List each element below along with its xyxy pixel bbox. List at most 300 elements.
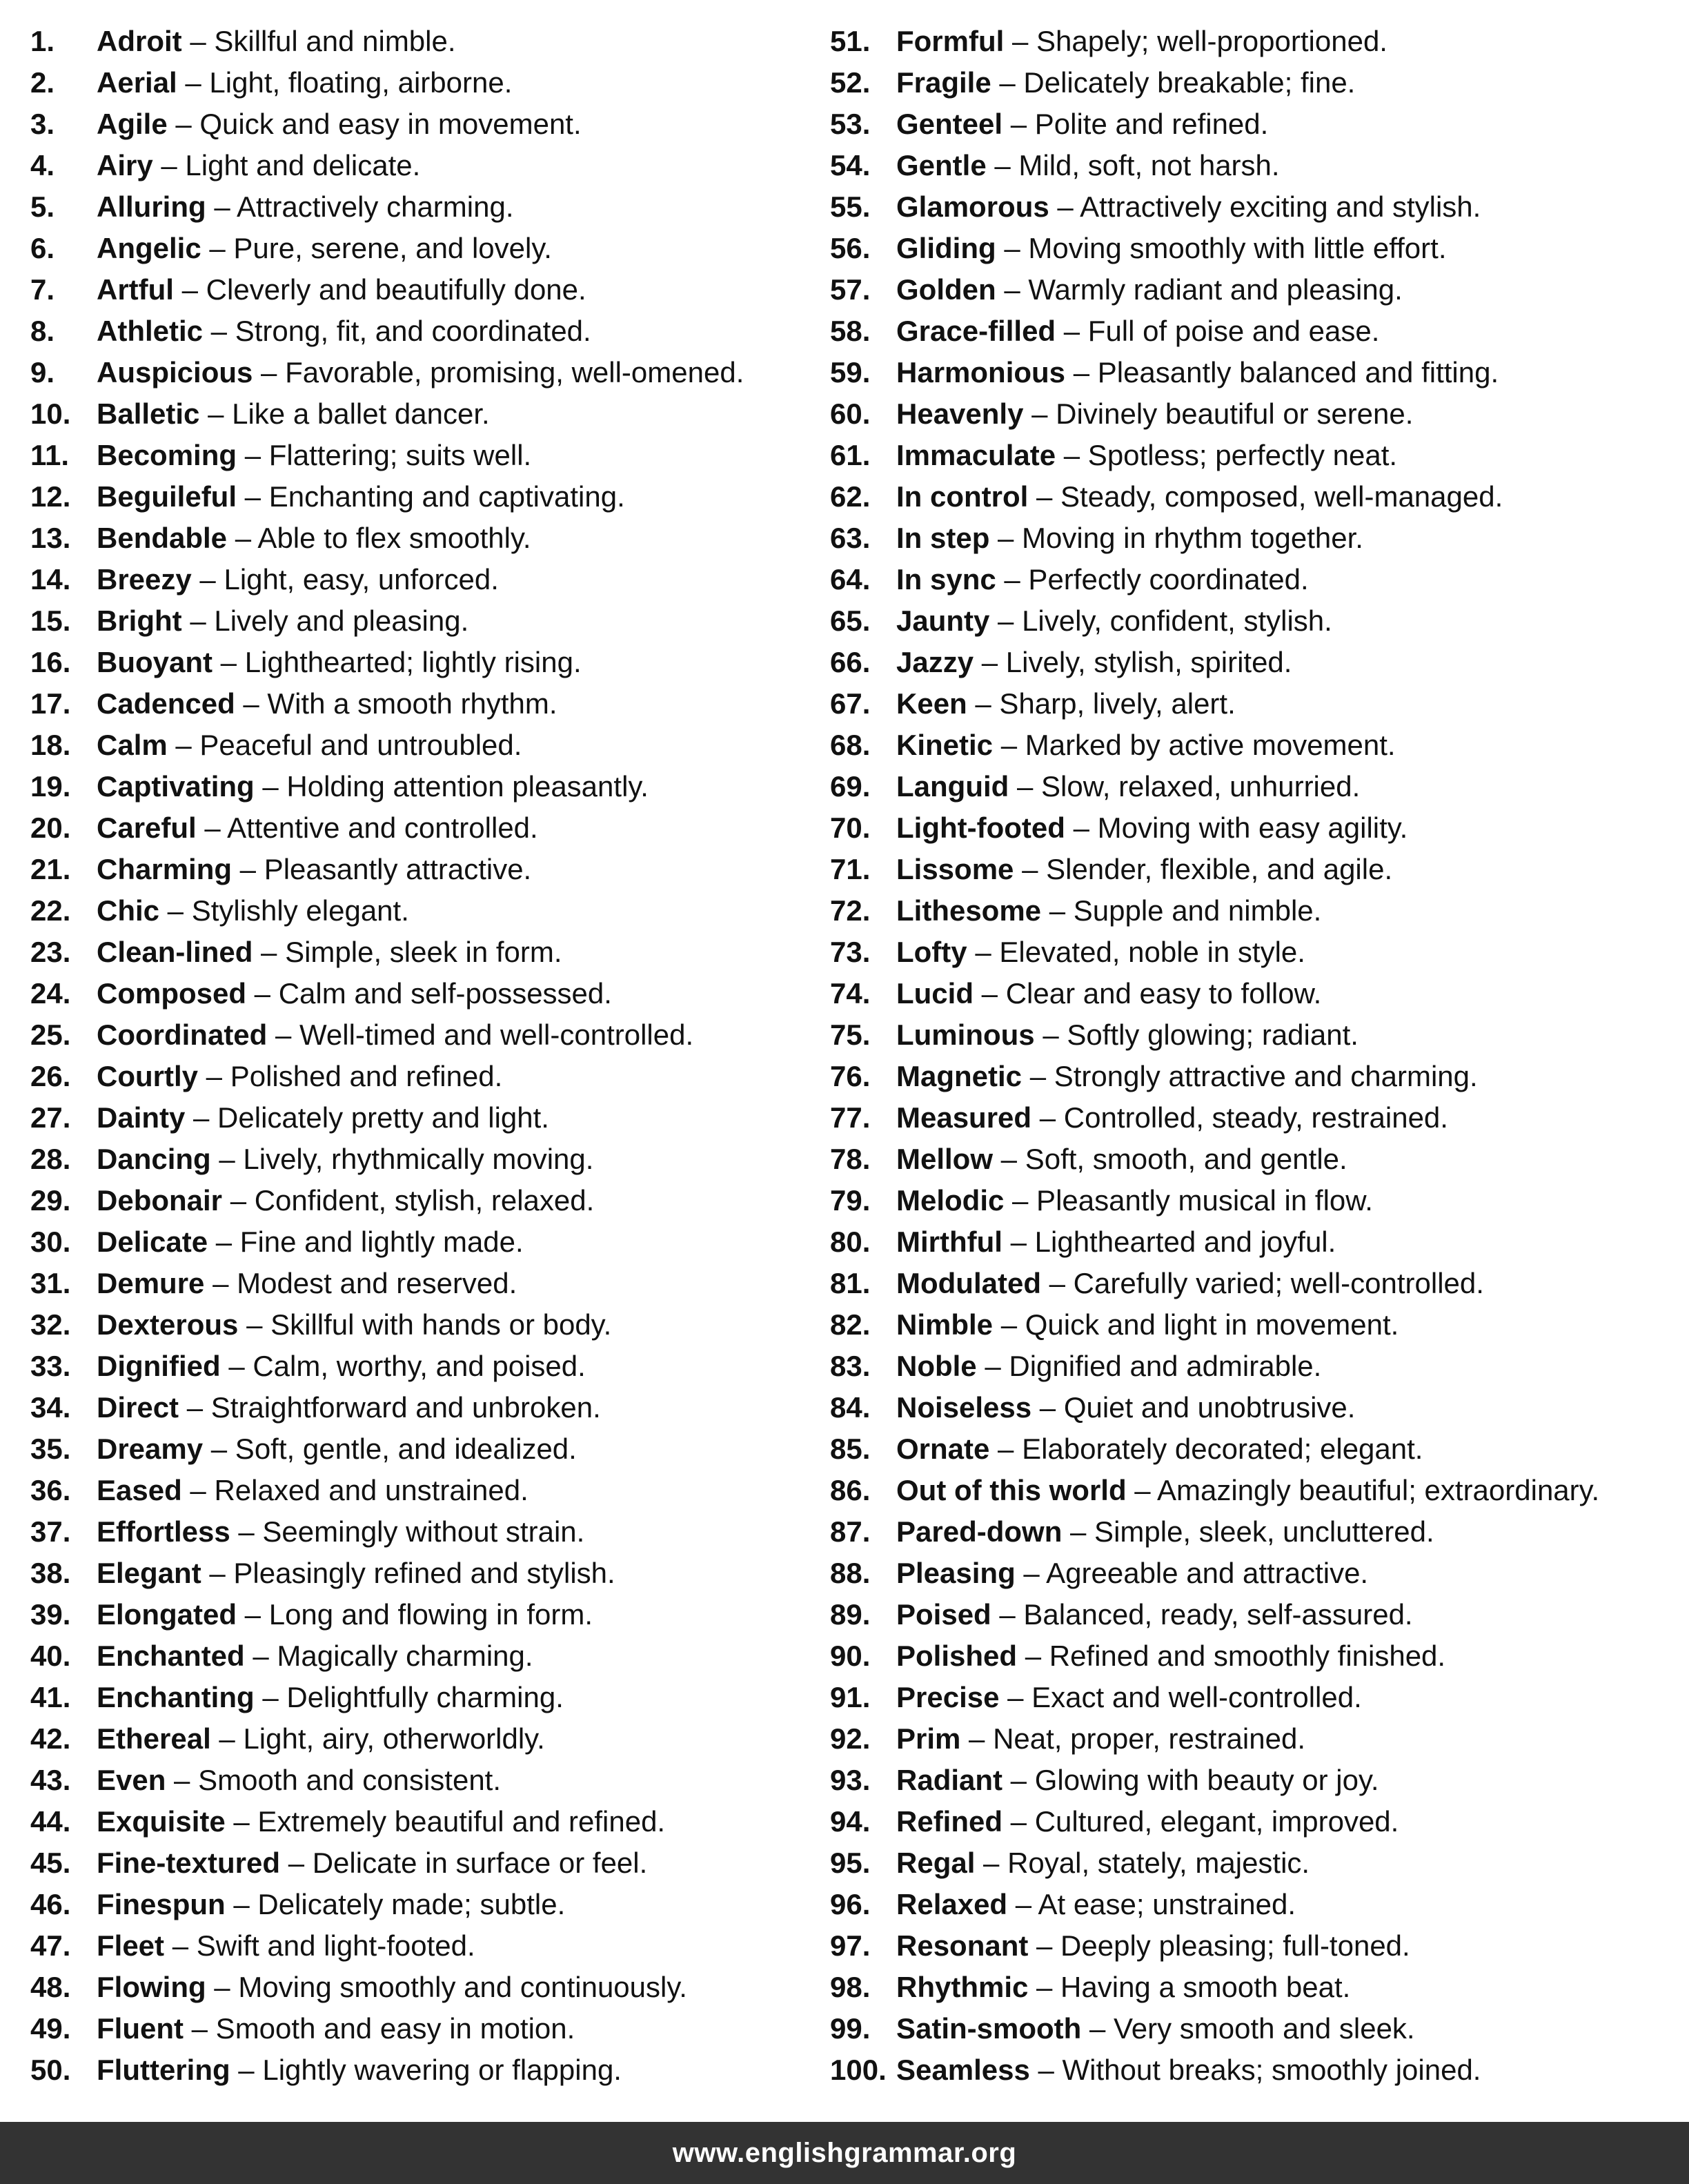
word-entry [30, 1842, 824, 1884]
entry-number: 75. [830, 1019, 871, 1051]
entry-word: Regal [896, 1847, 976, 1879]
entry-word: Fleet [97, 1929, 165, 1962]
entry-number: 61. [830, 439, 871, 471]
word-entry [830, 1884, 1679, 1925]
entry-word: Mirthful [896, 1226, 1002, 1258]
entry-word: Immaculate [896, 439, 1056, 471]
entry-number: 59. [830, 356, 871, 388]
word-column-right [830, 21, 1679, 2091]
entry-word: Poised [896, 1598, 991, 1631]
entry-number: 94. [830, 1805, 871, 1838]
entry-word: Modulated [896, 1267, 1041, 1299]
entry-number: 29. [30, 1184, 71, 1217]
word-entry [830, 311, 1679, 352]
entry-number: 64. [830, 563, 871, 596]
word-entry [30, 1760, 824, 1801]
word-entry [830, 932, 1679, 973]
entry-definition: – Lively, confident, stylish. [989, 604, 1332, 637]
word-entry [830, 1967, 1679, 2008]
entry-word: Melodic [896, 1184, 1005, 1217]
entry-word: Mellow [896, 1143, 994, 1175]
entry-number: 33. [30, 1350, 71, 1382]
entry-number: 90. [830, 1640, 871, 1672]
entry-definition: – Very smooth and sleek. [1081, 2012, 1415, 2045]
word-entry [30, 352, 824, 393]
entry-definition: – Moving smoothly with little effort. [996, 232, 1447, 264]
word-entry [830, 1387, 1679, 1428]
word-entry [30, 1139, 824, 1180]
entry-definition: – Perfectly coordinated. [996, 563, 1309, 596]
entry-definition: – Without breaks; smoothly joined. [1029, 2054, 1481, 2086]
entry-number: 30. [30, 1226, 71, 1258]
entry-word: Luminous [896, 1019, 1035, 1051]
word-entry [830, 1760, 1679, 1801]
entry-definition: – Pleasantly balanced and fitting. [1065, 356, 1499, 388]
entry-word: Lucid [896, 977, 974, 1010]
entry-number: 88. [830, 1557, 871, 1589]
entry-number: 47. [30, 1929, 71, 1962]
entry-number: 82. [830, 1308, 871, 1341]
word-entry [830, 186, 1679, 228]
entry-definition: – Neat, proper, restrained. [960, 1722, 1305, 1755]
entry-word: Captivating [97, 770, 255, 803]
entry-word: Dexterous [97, 1308, 239, 1341]
entry-word: Heavenly [896, 397, 1024, 430]
word-entry [30, 1387, 824, 1428]
entry-word: Elongated [97, 1598, 237, 1631]
entry-number: 45. [30, 1847, 71, 1879]
entry-definition: – Amazingly beautiful; extraordinary. [1126, 1474, 1600, 1506]
entry-number: 52. [830, 66, 871, 99]
entry-number: 13. [30, 522, 71, 554]
entry-number: 6. [30, 232, 55, 264]
word-entry [30, 1221, 824, 1263]
entry-number: 85. [830, 1433, 871, 1465]
entry-definition: – Skillful with hands or body. [238, 1308, 612, 1341]
entry-number: 99. [830, 2012, 871, 2045]
word-entry [30, 807, 824, 849]
entry-number: 51. [830, 25, 871, 57]
word-entry [830, 1428, 1679, 1470]
entry-number: 20. [30, 811, 71, 844]
word-entry [830, 1801, 1679, 1842]
entry-definition: – Sharp, lively, alert. [967, 687, 1236, 720]
entry-definition: – Mild, soft, not harsh. [986, 149, 1280, 181]
entry-word: Careful [97, 811, 197, 844]
entry-definition: – Holding attention pleasantly. [254, 770, 649, 803]
word-entry [30, 21, 824, 62]
entry-number: 39. [30, 1598, 71, 1631]
word-entry [830, 1180, 1679, 1221]
entry-definition: – Elaborately decorated; elegant. [989, 1433, 1423, 1465]
entry-definition: – Warmly radiant and pleasing. [996, 273, 1403, 306]
entry-number: 89. [830, 1598, 871, 1631]
entry-word: Pleasing [896, 1557, 1016, 1589]
entry-number: 74. [830, 977, 871, 1010]
entry-word: Dancing [97, 1143, 211, 1175]
entry-word: Noble [896, 1350, 977, 1382]
entry-number: 65. [830, 604, 871, 637]
entry-definition: – Spotless; perfectly neat. [1056, 439, 1398, 471]
entry-definition: – Enchanting and captivating. [237, 480, 625, 513]
entry-word: Breezy [97, 563, 192, 596]
entry-number: 57. [830, 273, 871, 306]
entry-number: 21. [30, 853, 71, 885]
entry-word: Ornate [896, 1433, 990, 1465]
entry-definition: – Slow, relaxed, unhurried. [1009, 770, 1361, 803]
entry-definition: – Shapely; well-proportioned. [1004, 25, 1387, 57]
word-entry [30, 600, 824, 642]
entry-word: Dignified [97, 1350, 221, 1382]
word-entry [830, 1635, 1679, 1677]
entry-definition: – Fine and lightly made. [208, 1226, 524, 1258]
word-entry [830, 1842, 1679, 1884]
entry-word: Fluent [97, 2012, 184, 2045]
entry-word: Enchanting [97, 1681, 255, 1713]
word-entry [830, 1304, 1679, 1346]
entry-definition: – Calm, worthy, and poised. [220, 1350, 586, 1382]
entry-number: 3. [30, 108, 55, 140]
word-entry [830, 145, 1679, 186]
entry-word: Coordinated [97, 1019, 268, 1051]
entry-definition: – Slender, flexible, and agile. [1014, 853, 1393, 885]
entry-definition: – Pleasantly attractive. [232, 853, 532, 885]
word-entry [830, 269, 1679, 311]
entry-definition: – Straightforward and unbroken. [179, 1391, 601, 1424]
entry-number: 67. [830, 687, 871, 720]
word-entry [30, 1511, 824, 1553]
entry-word: Noiseless [896, 1391, 1032, 1424]
entry-definition: – Delightfully charming. [254, 1681, 564, 1713]
entry-word: Keen [896, 687, 967, 720]
entry-word: Direct [97, 1391, 179, 1424]
entry-word: In sync [896, 563, 996, 596]
word-entry [830, 1097, 1679, 1139]
word-entry [830, 393, 1679, 435]
word-entry [30, 186, 824, 228]
entry-number: 12. [30, 480, 71, 513]
entry-definition: – Moving in rhythm together. [989, 522, 1363, 554]
word-entry [30, 435, 824, 476]
entry-number: 71. [830, 853, 871, 885]
entry-number: 42. [30, 1722, 71, 1755]
entry-word: Nimble [896, 1308, 994, 1341]
entry-definition: – Favorable, promising, well-omened. [253, 356, 744, 388]
entry-word: Relaxed [896, 1888, 1008, 1920]
entry-definition: – Soft, smooth, and gentle. [993, 1143, 1347, 1175]
entry-definition: – Extremely beautiful and refined. [225, 1805, 666, 1838]
word-list [0, 21, 1689, 2091]
entry-definition: – Steady, composed, well-managed. [1028, 480, 1503, 513]
entry-word: Agile [97, 108, 168, 140]
entry-definition: – Light, easy, unforced. [191, 563, 499, 596]
entry-word: Refined [896, 1805, 1003, 1838]
entry-number: 4. [30, 149, 55, 181]
footer-website-link[interactable]: www.englishgrammar.org [672, 2137, 1017, 2168]
entry-word: Angelic [97, 232, 201, 264]
word-entry [830, 1718, 1679, 1760]
entry-number: 86. [830, 1474, 871, 1506]
entry-number: 40. [30, 1640, 71, 1672]
word-entry [30, 849, 824, 890]
word-entry [30, 642, 824, 683]
entry-word: Dreamy [97, 1433, 204, 1465]
word-entry [30, 1884, 824, 1925]
word-entry [830, 1511, 1679, 1553]
entry-definition: – Quiet and unobtrusive. [1031, 1391, 1356, 1424]
entry-number: 2. [30, 66, 55, 99]
word-entry [830, 807, 1679, 849]
word-entry [30, 932, 824, 973]
word-entry [830, 642, 1679, 683]
word-entry [30, 393, 824, 435]
entry-number: 46. [30, 1888, 71, 1920]
word-entry [30, 2049, 824, 2091]
word-entry [30, 1553, 824, 1594]
entry-definition: – Cultured, elegant, improved. [1002, 1805, 1399, 1838]
entry-definition: – Lightly wavering or flapping. [230, 2054, 622, 2086]
word-entry [30, 311, 824, 352]
entry-number: 100. [830, 2054, 887, 2086]
entry-number: 95. [830, 1847, 871, 1879]
entry-word: Alluring [97, 190, 206, 223]
entry-word: Enchanted [97, 1640, 245, 1672]
entry-definition: – Lively and pleasing. [181, 604, 469, 637]
entry-word: Languid [896, 770, 1009, 803]
word-entry [30, 683, 824, 725]
word-entry [30, 1263, 824, 1304]
entry-word: Grace-filled [896, 315, 1056, 347]
entry-definition: – Softly glowing; radiant. [1034, 1019, 1359, 1051]
entry-word: Fragile [896, 66, 991, 99]
entry-number: 10. [30, 397, 71, 430]
entry-definition: – Stylishly elegant. [159, 894, 409, 927]
entry-number: 49. [30, 2012, 71, 2045]
entry-definition: – Simple, sleek in form. [253, 936, 562, 968]
word-entry [30, 1056, 824, 1097]
entry-definition: – Delicately made; subtle. [225, 1888, 566, 1920]
entry-number: 76. [830, 1060, 871, 1092]
entry-word: Flowing [97, 1971, 206, 2003]
entry-definition: – Quick and light in movement. [993, 1308, 1399, 1341]
entry-number: 96. [830, 1888, 871, 1920]
entry-word: Jazzy [896, 646, 974, 678]
entry-number: 28. [30, 1143, 71, 1175]
entry-word: Lissome [896, 853, 1014, 885]
word-entry [30, 1346, 824, 1387]
entry-definition: – Modest and reserved. [204, 1267, 517, 1299]
entry-definition: – Delicately pretty and light. [185, 1101, 549, 1134]
entry-word: Buoyant [97, 646, 213, 678]
entry-word: Fine-textured [97, 1847, 281, 1879]
entry-definition: – Lively, rhythmically moving. [210, 1143, 594, 1175]
word-entry [830, 62, 1679, 104]
entry-word: Balletic [97, 397, 200, 430]
word-entry [30, 559, 824, 600]
word-entry [830, 21, 1679, 62]
entry-definition: – Skillful and nimble. [181, 25, 456, 57]
entry-word: Dainty [97, 1101, 186, 1134]
entry-definition: – Supple and nimble. [1041, 894, 1322, 927]
entry-number: 9. [30, 356, 55, 388]
entry-number: 32. [30, 1308, 71, 1341]
word-entry [30, 1967, 824, 2008]
entry-definition: – Strong, fit, and coordinated. [203, 315, 591, 347]
entry-number: 41. [30, 1681, 71, 1713]
entry-word: Courtly [97, 1060, 198, 1092]
word-entry [30, 1428, 824, 1470]
entry-definition: – With a smooth rhythm. [235, 687, 557, 720]
entry-word: Light-footed [896, 811, 1065, 844]
entry-number: 87. [830, 1515, 871, 1548]
entry-definition: – Moving with easy agility. [1065, 811, 1408, 844]
entry-number: 68. [830, 729, 871, 761]
word-entry [830, 1221, 1679, 1263]
entry-definition: – Well-timed and well-controlled. [267, 1019, 694, 1051]
entry-word: Even [97, 1764, 166, 1796]
entry-number: 54. [830, 149, 871, 181]
entry-definition: – Soft, gentle, and idealized. [203, 1433, 577, 1465]
word-entry [30, 1594, 824, 1635]
entry-word: Satin-smooth [896, 2012, 1082, 2045]
word-entry [830, 2008, 1679, 2049]
word-entry [30, 1718, 824, 1760]
entry-word: Polished [896, 1640, 1018, 1672]
entry-definition: – Refined and smoothly finished. [1017, 1640, 1446, 1672]
word-entry [30, 766, 824, 807]
entry-word: Gentle [896, 149, 987, 181]
entry-word: Glamorous [896, 190, 1049, 223]
entry-definition: – Carefully varied; well-controlled. [1040, 1267, 1484, 1299]
entry-word: Exquisite [97, 1805, 226, 1838]
entry-number: 92. [830, 1722, 871, 1755]
word-entry [30, 269, 824, 311]
entry-word: Adroit [97, 25, 182, 57]
entry-word: Golden [896, 273, 996, 306]
word-entry [830, 890, 1679, 932]
entry-definition: – Moving smoothly and continuously. [206, 1971, 687, 2003]
word-entry [30, 228, 824, 269]
entry-definition: – Relaxed and unstrained. [181, 1474, 529, 1506]
entry-number: 8. [30, 315, 55, 347]
entry-word: Out of this world [896, 1474, 1127, 1506]
entry-number: 60. [830, 397, 871, 430]
entry-definition: – Light and delicate. [152, 149, 421, 181]
entry-number: 62. [830, 480, 871, 513]
word-entry [30, 1180, 824, 1221]
word-entry [30, 518, 824, 559]
entry-definition: – Quick and easy in movement. [167, 108, 582, 140]
entry-definition: – Peaceful and untroubled. [167, 729, 522, 761]
word-entry [830, 1139, 1679, 1180]
entry-word: Clean-lined [97, 936, 253, 968]
entry-number: 19. [30, 770, 71, 803]
entry-definition: – Agreeable and attractive. [1015, 1557, 1369, 1589]
entry-definition: – Magically charming. [244, 1640, 533, 1672]
entry-definition: – Attractively charming. [206, 190, 514, 223]
entry-word: Debonair [97, 1184, 223, 1217]
entry-definition: – Polite and refined. [1002, 108, 1269, 140]
entry-number: 38. [30, 1557, 71, 1589]
word-entry [830, 1594, 1679, 1635]
entry-word: Formful [896, 25, 1005, 57]
word-entry [830, 725, 1679, 766]
word-entry [30, 104, 824, 145]
entry-number: 97. [830, 1929, 871, 1962]
entry-number: 84. [830, 1391, 871, 1424]
word-entry [830, 683, 1679, 725]
entry-number: 79. [830, 1184, 871, 1217]
word-entry [830, 766, 1679, 807]
entry-word: Delicate [97, 1226, 208, 1258]
word-entry [30, 62, 824, 104]
entry-definition: – Controlled, steady, restrained. [1031, 1101, 1448, 1134]
word-entry [30, 1635, 824, 1677]
entry-word: Fluttering [97, 2054, 230, 2086]
entry-word: Resonant [896, 1929, 1029, 1962]
entry-word: Finespun [97, 1888, 226, 1920]
entry-number: 7. [30, 273, 55, 306]
word-entry [30, 1677, 824, 1718]
entry-word: Harmonious [896, 356, 1066, 388]
entry-word: Demure [97, 1267, 205, 1299]
word-entry [30, 1801, 824, 1842]
entry-number: 58. [830, 315, 871, 347]
entry-definition: – Attentive and controlled. [196, 811, 538, 844]
entry-number: 23. [30, 936, 71, 968]
entry-definition: – Polished and refined. [198, 1060, 503, 1092]
entry-word: Becoming [97, 439, 237, 471]
entry-definition: – Elevated, noble in style. [967, 936, 1305, 968]
entry-number: 26. [30, 1060, 71, 1092]
entry-definition: – Cleverly and beautifully done. [173, 273, 586, 306]
entry-word: Radiant [896, 1764, 1003, 1796]
entry-definition: – At ease; unstrained. [1007, 1888, 1296, 1920]
entry-definition: – Glowing with beauty or joy. [1002, 1764, 1379, 1796]
word-entry [30, 890, 824, 932]
word-entry [30, 1014, 824, 1056]
word-entry [830, 1014, 1679, 1056]
word-entry [830, 1263, 1679, 1304]
word-entry [30, 1304, 824, 1346]
entry-number: 44. [30, 1805, 71, 1838]
entry-number: 81. [830, 1267, 871, 1299]
word-entry [30, 145, 824, 186]
entry-number: 24. [30, 977, 71, 1010]
entry-number: 69. [830, 770, 871, 803]
entry-number: 48. [30, 1971, 71, 2003]
word-entry [30, 973, 824, 1014]
word-entry [830, 1553, 1679, 1594]
entry-word: Seamless [896, 2054, 1030, 2086]
entry-number: 25. [30, 1019, 71, 1051]
entry-definition: – Exact and well-controlled. [999, 1681, 1362, 1713]
word-entry [830, 476, 1679, 518]
entry-definition: – Flattering; suits well. [237, 439, 532, 471]
entry-word: Jaunty [896, 604, 990, 637]
entry-word: Ethereal [97, 1722, 211, 1755]
entry-word: Rhythmic [896, 1971, 1029, 2003]
entry-word: Effortless [97, 1515, 230, 1548]
entry-number: 16. [30, 646, 71, 678]
entry-definition: – Long and flowing in form. [237, 1598, 593, 1631]
entry-number: 37. [30, 1515, 71, 1548]
entry-definition: – Lighthearted; lightly rising. [213, 646, 582, 678]
word-entry [30, 1097, 824, 1139]
entry-number: 98. [830, 1971, 871, 2003]
entry-definition: – Pleasingly refined and stylish. [201, 1557, 615, 1589]
entry-number: 36. [30, 1474, 71, 1506]
